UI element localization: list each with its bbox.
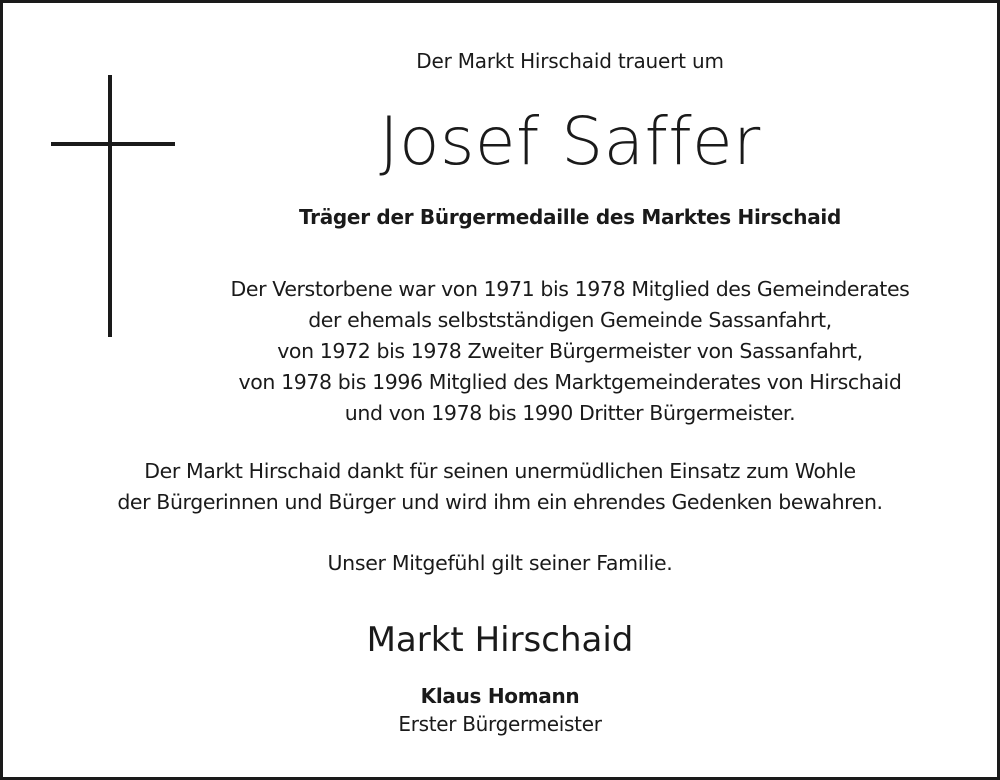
honor-line: Träger der Bürgermedaille des Marktes Hirschaid: [299, 205, 841, 229]
deceased-name: Josef Saffer: [379, 103, 761, 180]
sympathy-text: Unser Mitgefühl gilt seiner Familie.: [327, 551, 673, 575]
signer-name: Klaus Homann: [420, 684, 580, 708]
biography-line: und von 1978 bis 1990 Dritter Bürgermeister.: [344, 401, 796, 425]
cross-horizontal-bar: [51, 142, 175, 146]
biography-line: von 1972 bis 1978 Zweiter Bürgermeister von Sassanfahrt,: [277, 339, 863, 363]
thanks-line: Der Markt Hirschaid dankt für seinen unermüdlichen Einsatz zum Wohle: [144, 459, 856, 483]
cross-vertical-bar: [108, 75, 112, 337]
biography-line: der ehemals selbstständigen Gemeinde Sassanfahrt,: [308, 308, 832, 332]
biography-line: von 1978 bis 1996 Mitglied des Marktgemeinderates von Hirschaid: [238, 370, 902, 394]
biography-block: [170, 274, 970, 429]
organization-name: Markt Hirschaid: [366, 620, 634, 660]
thanks-line: der Bürgerinnen und Bürger und wird ihm ein ehrendes Gedenken bewahren.: [117, 490, 883, 514]
biography-line: Der Verstorbene war von 1971 bis 1978 Mitglied des Gemeinderates: [230, 277, 910, 301]
thanks-block: [0, 456, 1000, 518]
intro-text: Der Markt Hirschaid trauert um: [416, 49, 724, 73]
signer-title: Erster Bürgermeister: [398, 712, 602, 736]
